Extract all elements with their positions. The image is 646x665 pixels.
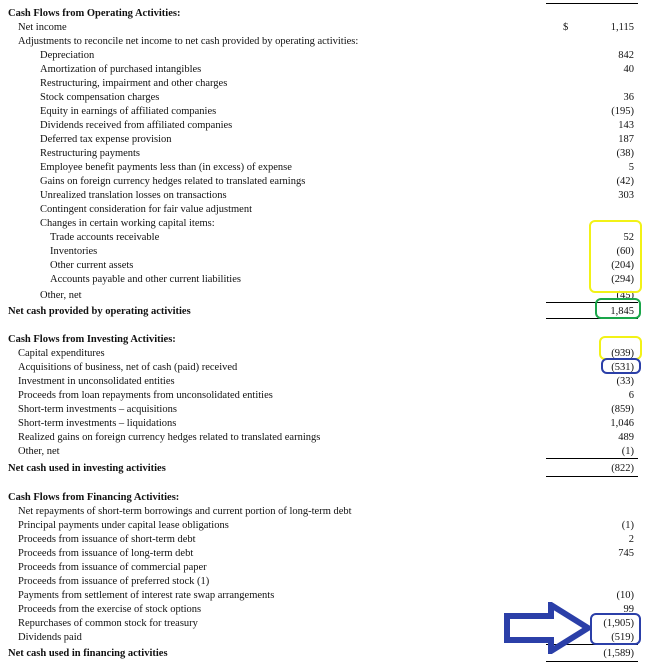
investing-item-row [0, 403, 646, 417]
operating-item-row [0, 189, 646, 203]
working-capital-row [0, 273, 646, 287]
investing-total-value: (822) [611, 463, 634, 474]
operating-item-row [0, 49, 646, 63]
operating-item-label: Employee benefit payments less than (in excess) of expense [40, 162, 292, 173]
financing-item-row [0, 505, 646, 519]
financing-heading: Cash Flows from Financing Activities: [8, 492, 180, 503]
operating-item-label: Equity in earnings of affiliated companies [40, 106, 217, 117]
operating-item-label: Depreciation [40, 50, 95, 61]
financing-item-label: Net repayments of short-term borrowings and current portion of long-term debt [18, 506, 352, 517]
investing-total-label: Net cash used in investing activities [8, 463, 166, 474]
financing-item-row [0, 575, 646, 589]
investing-item-label: Acquisitions of business, net of cash (paid) received [18, 362, 238, 373]
financing-item-label: Proceeds from issuance of short-term debt [18, 534, 196, 545]
working-capital-value: (294) [611, 274, 634, 285]
operating-total-highlight [595, 298, 641, 319]
operating-heading-row [0, 7, 646, 21]
working-capital-label: Trade accounts receivable [50, 232, 160, 243]
operating-item-row [0, 161, 646, 175]
investing-item-row [0, 375, 646, 389]
investing-subtotal-rule [546, 458, 638, 459]
financing-item-value: 99 [623, 604, 634, 615]
investing-item-value: 1,046 [610, 418, 634, 429]
financing-item-label: Dividends paid [18, 632, 82, 643]
operating-item-label: Stock compensation charges [40, 92, 160, 103]
financing-item-label: Proceeds from issuance of long-term debt [18, 548, 194, 559]
investing-item-value: (1) [621, 446, 634, 457]
operating-total-row [0, 305, 646, 319]
header-rule [546, 3, 638, 4]
operating-item-row [0, 63, 646, 77]
financing-heading-row [0, 491, 646, 505]
investing-item-label: Short-term investments – liquidations [18, 418, 177, 429]
investing-item-label: Realized gains on foreign currency hedges related to translated earnings [18, 432, 321, 443]
financing-item-label: Proceeds from issuance of commercial paper [18, 562, 207, 573]
operating-item-value: 303 [618, 190, 634, 201]
operating-item-row [0, 133, 646, 147]
financing-item-value: 2 [628, 534, 634, 545]
investing-item-label: Investment in unconsolidated entities [18, 376, 175, 387]
operating-heading: Cash Flows from Operating Activities: [8, 8, 181, 19]
currency-symbol: $ [563, 22, 569, 33]
investing-item-label: Short-term investments – acquisitions [18, 404, 177, 415]
investing-heading-row [0, 333, 646, 347]
operating-item-value: 187 [618, 134, 634, 145]
working-capital-value: (204) [611, 260, 634, 271]
working-capital-row [0, 231, 646, 245]
financing-item-value: (1) [621, 520, 634, 531]
financing-item-value: (1,905) [603, 618, 634, 629]
investing-item-row [0, 347, 646, 361]
operating-item-label: Changes in certain working capital items: [40, 218, 215, 229]
operating-item-value: 143 [618, 120, 634, 131]
net-income-value: 1,115 [610, 22, 634, 33]
investing-item-row [0, 445, 646, 459]
operating-other-value: (45) [616, 290, 634, 301]
operating-item-row [0, 77, 646, 91]
operating-item-label: Amortization of purchased intangibles [40, 64, 202, 75]
capital-expenditures-highlight [599, 336, 642, 360]
investing-item-value: (531) [611, 362, 634, 373]
net-income-label: Net income [18, 22, 67, 33]
financing-item-label: Principal payments under capital lease obligations [18, 520, 229, 531]
buyback-dividends-highlight [590, 613, 641, 645]
operating-item-row [0, 147, 646, 161]
operating-item-row [0, 105, 646, 119]
operating-item-value: 36 [623, 92, 634, 103]
investing-item-row [0, 361, 646, 375]
financing-total-value: (1,589) [603, 648, 634, 659]
investing-total-rule [546, 476, 638, 477]
working-capital-label: Other current assets [50, 260, 134, 271]
financing-item-label: Repurchases of common stock for treasury [18, 618, 198, 629]
operating-item-label: Unrealized translation losses on transactions [40, 190, 227, 201]
working-capital-highlight [589, 220, 642, 293]
operating-item-row [0, 203, 646, 217]
operating-item-row [0, 91, 646, 105]
financing-item-value: (10) [616, 590, 634, 601]
investing-item-value: 489 [618, 432, 634, 443]
investing-item-label: Proceeds from loan repayments from unconsolidated entities [18, 390, 273, 401]
working-capital-value: 52 [623, 232, 634, 243]
adjustments-row [0, 35, 646, 49]
investing-item-value: (859) [611, 404, 634, 415]
net-income-row [0, 21, 646, 35]
working-capital-label: Accounts payable and other current liabilities [50, 274, 241, 285]
operating-item-value: 842 [618, 50, 634, 61]
operating-item-label: Contingent consideration for fair value adjustment [40, 204, 252, 215]
operating-item-label: Restructuring, impairment and other charges [40, 78, 228, 89]
financing-item-value: (519) [611, 632, 634, 643]
operating-item-value: 5 [628, 162, 634, 173]
operating-total-value: 1,845 [610, 306, 634, 317]
financing-total-rule [546, 661, 638, 662]
adjustments-label: Adjustments to reconcile net income to net cash provided by operating activities: [18, 36, 359, 47]
working-capital-row [0, 245, 646, 259]
operating-item-label: Dividends received from affiliated companies [40, 120, 233, 131]
investing-total-row [0, 462, 646, 476]
financing-item-label: Proceeds from the exercise of stock options [18, 604, 202, 615]
working-capital-row [0, 259, 646, 273]
operating-item-value: (38) [616, 148, 634, 159]
financing-item-row [0, 519, 646, 533]
investing-item-value: (939) [611, 348, 634, 359]
investing-item-row [0, 389, 646, 403]
operating-other-row [0, 289, 646, 303]
operating-item-label: Gains on foreign currency hedges related to translated earnings [40, 176, 306, 187]
investing-item-label: Capital expenditures [18, 348, 105, 359]
operating-item-value: (195) [611, 106, 634, 117]
operating-other-label: Other, net [40, 290, 82, 301]
financing-item-row [0, 561, 646, 575]
financing-item-row [0, 547, 646, 561]
financing-item-row [0, 533, 646, 547]
investing-heading: Cash Flows from Investing Activities: [8, 334, 176, 345]
investing-item-row [0, 417, 646, 431]
financing-item-label: Payments from settlement of interest rate swap arrangements [18, 590, 275, 601]
investing-item-value: (33) [616, 376, 634, 387]
investing-item-value: 6 [628, 390, 634, 401]
operating-total-label: Net cash provided by operating activities [8, 306, 191, 317]
operating-item-label: Deferred tax expense provision [40, 134, 172, 145]
operating-item-value: (42) [616, 176, 634, 187]
operating-item-row [0, 119, 646, 133]
investing-item-label: Other, net [18, 446, 60, 457]
financing-item-label: Proceeds from issuance of preferred stock (1) [18, 576, 210, 587]
working-capital-value: (60) [616, 246, 634, 257]
financing-item-row [0, 589, 646, 603]
financing-item-value: 745 [618, 548, 634, 559]
investing-item-row [0, 431, 646, 445]
operating-item-row [0, 175, 646, 189]
operating-item-value: 40 [623, 64, 634, 75]
working-capital-label: Inventories [50, 246, 98, 257]
acquisitions-highlight [601, 358, 641, 374]
arrow-right-icon [503, 602, 591, 654]
operating-item-row [0, 217, 646, 231]
operating-item-label: Restructuring payments [40, 148, 141, 159]
financing-total-label: Net cash used in financing activities [8, 648, 168, 659]
